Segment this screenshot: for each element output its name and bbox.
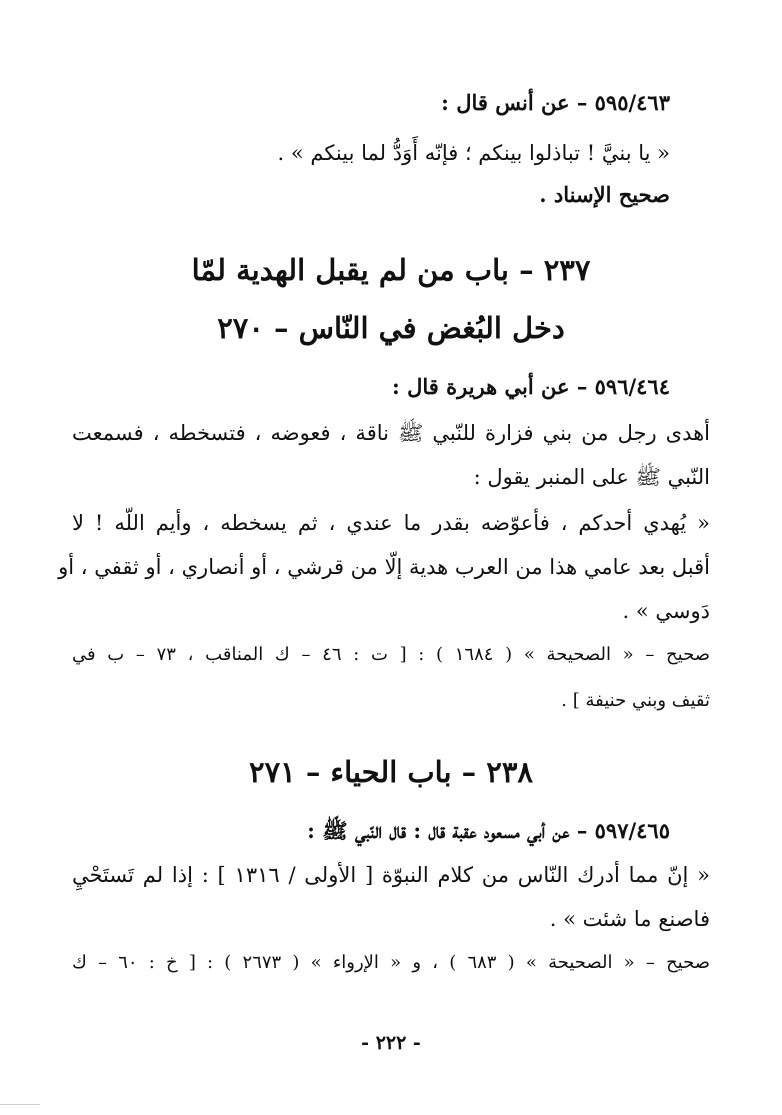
hadith-464-line-2: النّبي ﷺ على المنبر يقول : — [473, 465, 710, 489]
hadith-464-number-line: ٥٩٦/٤٦٤ – عن أبي هريرة قال : — [392, 374, 670, 399]
chapter-238-title: ٢٣٨ – باب الحياء – ٢٧١ — [249, 755, 533, 789]
hadith-464-line-4: أقبل بعد عامي هذا من العرب هدية إلّا من قرشي ، أو أنصاري ، أو ثقفي ، أو — [58, 555, 710, 579]
hadith-465-line-1: « إنّ مما أدرك النّاس من كلام النبوّة [ الأولى / ١٣١٦ ] : إذا لم تَستَحْيِ — [72, 863, 711, 887]
hadith-463-grading: صحيح الإسناد . — [539, 182, 670, 207]
hadith-463-text: « يا بنيَّ ! تباذلوا بينكم ؛ فإنّه أَوَدُّ لما بينكم » . — [277, 141, 670, 165]
page-number: - ٢٢٢ - — [361, 1032, 421, 1054]
hadith-464-line-1: أهدى رجل من بني فزارة للنّبي ﷺ ناقة ، فعوضه ، فتسخطه ، فسمعت — [72, 421, 710, 445]
hadith-464-grading-line-2: ثقيف وبني حنيفة ] . — [561, 690, 710, 711]
hadith-465-grading-line: صحيح – « الصحيحة » ( ٦٨٣ ) ، و « الإرواء » ( ٢٦٧٣ ) : [ خ : ٦٠ – ك — [72, 952, 711, 973]
scan-edge-mark — [0, 1104, 40, 1105]
hadith-464-line-5: دَوسي » . — [622, 599, 710, 623]
hadith-463-number-line: ٥٩٥/٤٦٣ – عن أنس قال : — [441, 90, 670, 115]
hadith-464-grading-line-1: صحيح – « الصحيحة » ( ١٦٨٤ ) : [ ت : ٤٦ – ك المناقب ، ٧٣ – ب في — [72, 644, 710, 665]
hadith-465-line-2: فاصنع ما شئت » . — [549, 907, 710, 931]
chapter-237-title-line-1: ٢٣٧ – باب من لم يقبل الهدية لمّا — [191, 253, 591, 287]
hadith-464-line-3: « يُهدي أحدكم ، فأعوّضه بقدر ما عندي ، ثم يسخطه ، وأيم اللّه ! لا — [72, 511, 710, 535]
chapter-237-title-line-2: دخل البُغض في النّاس – ٢٧٠ — [217, 311, 565, 345]
hadith-465-number-line: ٥٩٧/٤٦٥ – عن أبي مسعود عقبة قال : قال النّبي ﷺ : — [307, 818, 670, 843]
